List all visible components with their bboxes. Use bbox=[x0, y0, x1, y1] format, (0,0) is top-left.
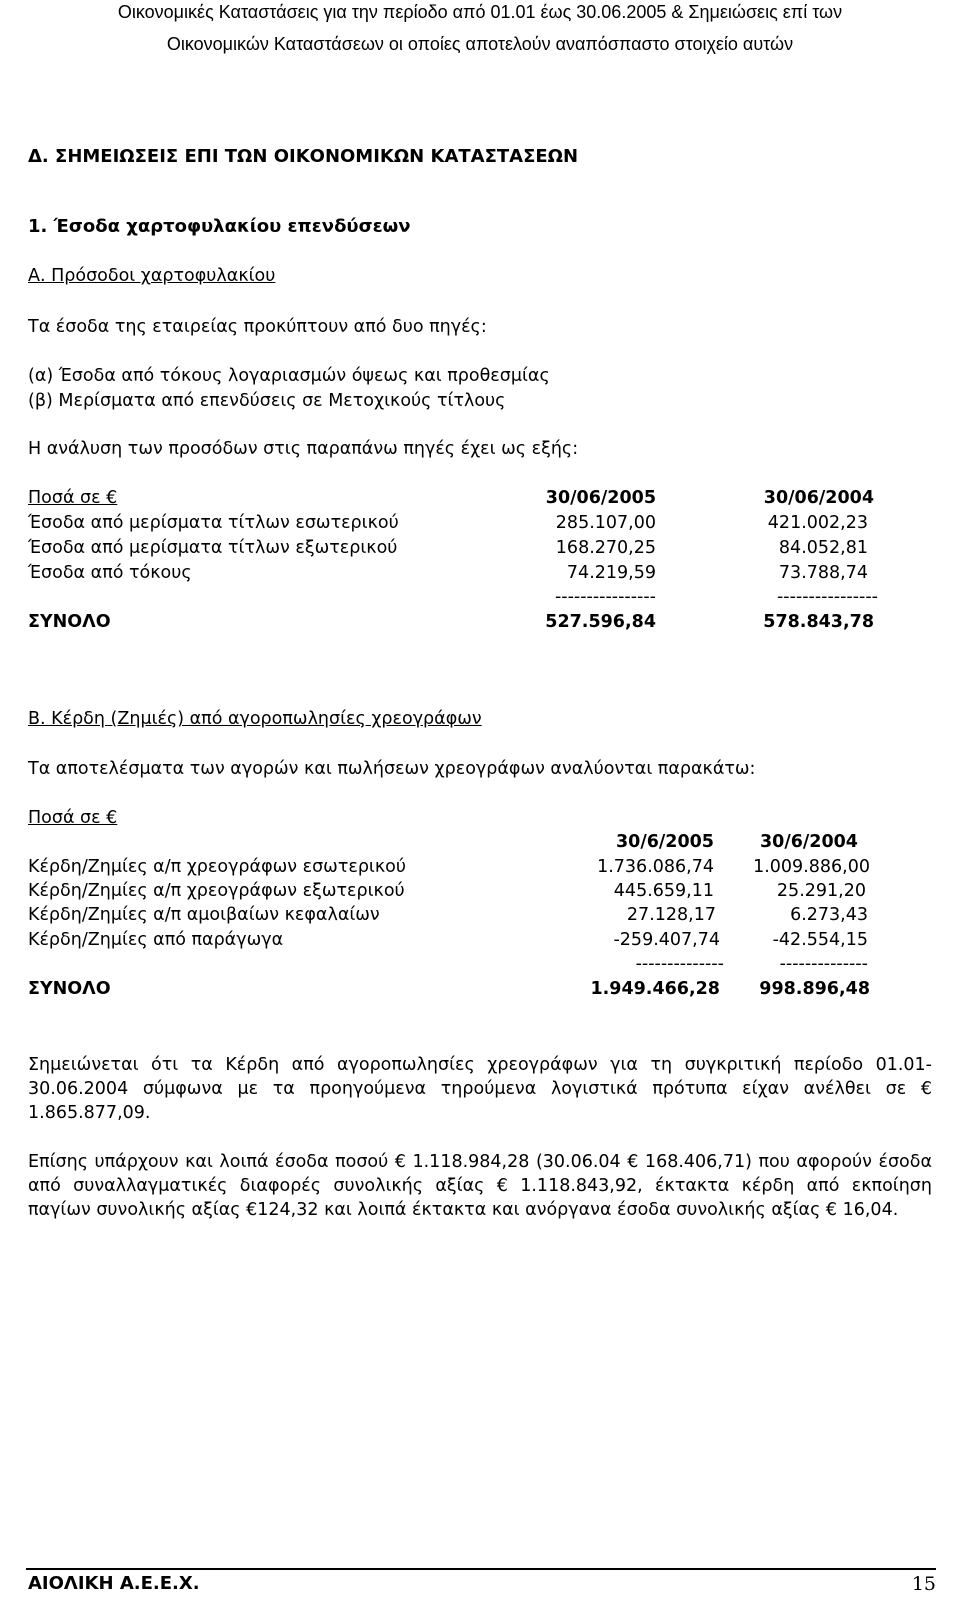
table-cell-2005: 445.659,11 bbox=[613, 881, 714, 901]
table-cell-2004: 421.002,23 bbox=[767, 513, 868, 533]
separator-dashes: -------------- bbox=[779, 954, 868, 974]
table-cell-2004: -42.554,15 bbox=[772, 930, 868, 950]
document-header-line-2: Οικονομικών Καταστάσεων οι οποίες αποτελούν αναπόσπαστο στοιχείο αυτών bbox=[166, 34, 794, 54]
part-b-col-2005: 30/6/2005 bbox=[615, 832, 714, 852]
part-a-analysis: Η ανάλυση των προσόδων στις παραπάνω πηγές έχει ως εξής: bbox=[28, 439, 579, 459]
part-a-col-2005: 30/06/2005 bbox=[545, 488, 656, 508]
table-row-label: Έσοδα από μερίσματα τίτλων εσωτερικού bbox=[28, 513, 399, 533]
total-label: ΣΥΝΟΛΟ bbox=[28, 612, 111, 632]
table-cell-2005: 27.128,17 bbox=[626, 905, 716, 925]
part-a-col-2004: 30/06/2004 bbox=[763, 488, 874, 508]
table-row-label: Έσοδα από μερίσματα τίτλων εξωτερικού bbox=[28, 538, 398, 558]
separator-dashes: ---------------- bbox=[776, 587, 878, 607]
table-row-label: Κέρδη/Ζημίες α/π αμοιβαίων κεφαλαίων bbox=[28, 905, 380, 925]
separator-dashes: ---------------- bbox=[554, 587, 656, 607]
note-title: 1. Έσοδα χαρτοφυλακίου επενδύσεων bbox=[28, 216, 411, 237]
part-a-source-a: (α) Έσοδα από τόκους λογαριασμών όψεως και προθεσμίας bbox=[28, 366, 550, 386]
footer-rule bbox=[26, 1568, 936, 1570]
table-cell-2004: 73.788,74 bbox=[778, 563, 868, 583]
table-cell-2004: 84.052,81 bbox=[778, 538, 868, 558]
total-2004: 998.896,48 bbox=[759, 979, 870, 999]
footer-company-name: ΑΙΟΛΙΚΗ Α.Ε.Ε.Χ. bbox=[28, 1573, 200, 1594]
part-a-heading: Α. Πρόσοδοι χαρτοφυλακίου bbox=[28, 266, 276, 286]
total-2005: 527.596,84 bbox=[545, 612, 656, 632]
page-number: 15 bbox=[911, 1573, 936, 1595]
document-header-line-1: Οικονομικές Καταστάσεις για την περίοδο από 01.01 έως 30.06.2005 & Σημειώσεις επί των bbox=[117, 2, 843, 22]
total-2005: 1.949.466,28 bbox=[590, 979, 720, 999]
table-row-label: Κέρδη/Ζημίες α/π χρεογράφων εσωτερικού bbox=[28, 857, 406, 877]
separator-dashes: -------------- bbox=[635, 954, 724, 974]
table-cell-2005: 1.736.086,74 bbox=[597, 857, 714, 877]
table-row-label: Κέρδη/Ζημίες από παράγωγα bbox=[28, 930, 284, 950]
table-cell-2004: 25.291,20 bbox=[776, 881, 866, 901]
part-a-source-b: (β) Μερίσματα από επενδύσεις σε Μετοχικούς τίτλους bbox=[28, 391, 506, 411]
table-row-label: Έσοδα από τόκους bbox=[28, 563, 192, 583]
table-cell-2005: -259.407,74 bbox=[613, 930, 720, 950]
part-b-intro: Τα αποτελέσματα των αγορών και πωλήσεων χρεογράφων αναλύονται παρακάτω: bbox=[28, 759, 756, 779]
table-cell-2004: 6.273,43 bbox=[790, 905, 868, 925]
note-paragraph-other-income: Επίσης υπάρχουν και λοιπά έσοδα ποσού € 1.118.984,28 (30.06.04 € 168.406,71) που αφορούν έσοδα από συναλλαγματικές διαφορές συνολικής αξίας € 1.118.843,92, έκτακτα κέρδη από εκποίηση παγίων συνολικής αξίας €124,32 και λοιπά έκτακτα και ανόργανα έσοδα συνολικής αξίας € 16,04. bbox=[28, 1152, 932, 1220]
table-cell-2005: 285.107,00 bbox=[555, 513, 656, 533]
part-a-intro: Τα έσοδα της εταιρείας προκύπτουν από δυο πηγές: bbox=[28, 317, 487, 337]
total-2004: 578.843,78 bbox=[763, 612, 874, 632]
note-paragraph-comparative-gains: Σημειώνεται ότι τα Κέρδη από αγοροπωλησίες χρεογράφων για τη συγκριτική περίοδο 01.01-30.06.2004 σύμφωνα με τα προηγούμενα τηρούμενα λογιστικά πρότυπα είχαν ανέλθει σε € 1.865.877,09. bbox=[28, 1055, 932, 1123]
part-b-heading: Β. Κέρδη (Ζημιές) από αγοροπωλησίες χρεογράφων bbox=[28, 709, 482, 729]
section-title: Δ. ΣΗΜΕΙΩΣΕΙΣ ΕΠΙ ΤΩΝ ΟΙΚΟΝΟΜΙΚΩΝ ΚΑΤΑΣΤΑΣΕΩΝ bbox=[28, 146, 579, 167]
total-label: ΣΥΝΟΛΟ bbox=[28, 979, 111, 999]
part-b-amounts-label: Ποσά σε € bbox=[28, 808, 118, 828]
part-b-col-2004: 30/6/2004 bbox=[759, 832, 858, 852]
table-cell-2004: 1.009.886,00 bbox=[753, 857, 870, 877]
table-row-label: Κέρδη/Ζημίες α/π χρεογράφων εξωτερικού bbox=[28, 881, 405, 901]
part-a-amounts-label: Ποσά σε € bbox=[28, 488, 118, 508]
table-cell-2005: 168.270,25 bbox=[555, 538, 656, 558]
table-cell-2005: 74.219,59 bbox=[566, 563, 656, 583]
